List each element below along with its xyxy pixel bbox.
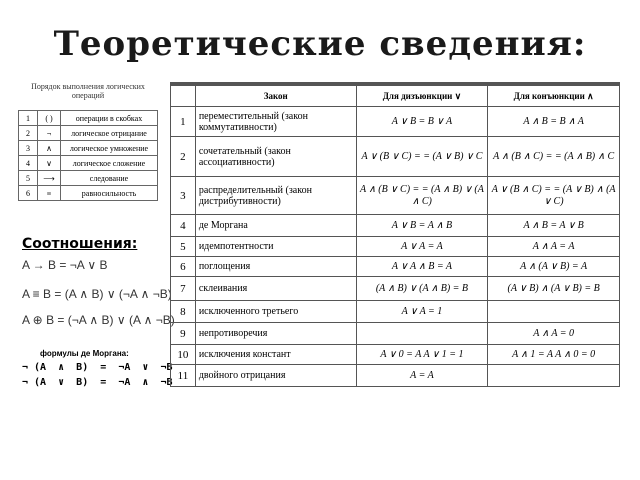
page-title: Теоретические сведения: [53, 24, 587, 64]
law-disjunction [356, 323, 488, 345]
law-disjunction: A = A [356, 365, 488, 387]
law-name: переместительный (закон коммутативности) [195, 107, 356, 137]
order-desc: равносильность [61, 186, 158, 201]
order-desc: следование [61, 171, 158, 186]
law-disjunction: A ∨ A = A [356, 237, 488, 257]
law-disjunction: A ∨ A = 1 [356, 301, 488, 323]
law-row [171, 257, 620, 277]
law-name: склеивания [195, 277, 356, 301]
law-row [171, 215, 620, 237]
law-conjunction: A ∧ 1 = A A ∧ 0 = 0 [488, 345, 620, 365]
law-row [171, 323, 620, 345]
law-conjunction: A ∧ B = A ∨ B [488, 215, 620, 237]
relations-heading: Соотношения: [22, 236, 138, 252]
order-num: 3 [19, 141, 38, 156]
law-number: 8 [171, 301, 196, 323]
order-row [19, 141, 158, 156]
order-num: 4 [19, 156, 38, 171]
order-desc: логическое сложение [61, 156, 158, 171]
law-name: де Моргана [195, 215, 356, 237]
relation-xor: A ⊕ B = (¬A ∧ B) ∨ (A ∧ ¬B) [22, 313, 175, 327]
law-conjunction [488, 365, 620, 387]
law-disjunction: A ∨ (B ∨ C) = = (A ∨ B) ∨ C [356, 137, 488, 177]
demorgan-formula-1: ¬ (A ∧ B) = ¬A ∨ ¬B [22, 362, 173, 373]
law-number: 3 [171, 177, 196, 215]
law-disjunction: A ∨ 0 = A A ∨ 1 = 1 [356, 345, 488, 365]
law-name: исключения констант [195, 345, 356, 365]
laws-header-disj: Для дизъюнкции ∨ [356, 86, 488, 107]
order-row [19, 156, 158, 171]
law-disjunction: A ∧ (B ∨ C) = = (A ∧ B) ∨ (A ∧ C) [356, 177, 488, 215]
laws-header-conj: Для конъюнкции ∧ [488, 86, 620, 107]
law-disjunction: A ∨ B = B ∨ A [356, 107, 488, 137]
law-name: идемпотентности [195, 237, 356, 257]
relation-equivalence: A ≡ B = (A ∧ B) ∨ (¬A ∧ ¬B) [22, 287, 172, 301]
law-conjunction: A ∧ (B ∧ C) = = (A ∧ B) ∧ C [488, 137, 620, 177]
order-row [19, 111, 158, 126]
law-row [171, 237, 620, 257]
law-name: распределительный (закон дистрибутивности) [195, 177, 356, 215]
order-num: 2 [19, 126, 38, 141]
demorgan-caption: формулы де Моргана: [40, 349, 129, 358]
law-conjunction: A ∧ A = 0 [488, 323, 620, 345]
law-number: 4 [171, 215, 196, 237]
law-row [171, 177, 620, 215]
law-name: исключенного третьего [195, 301, 356, 323]
law-row [171, 345, 620, 365]
law-conjunction: A ∧ (A ∨ B) = A [488, 257, 620, 277]
law-row [171, 277, 620, 301]
law-number: 11 [171, 365, 196, 387]
law-disjunction: A ∨ A ∧ B = A [356, 257, 488, 277]
law-row [171, 365, 620, 387]
order-symbol: ∨ [38, 156, 61, 171]
order-symbol: ⟶ [38, 171, 61, 186]
demorgan-formula-2: ¬ (A ∨ B) = ¬A ∧ ¬B [22, 377, 173, 388]
law-name: двойного отрицания [195, 365, 356, 387]
law-conjunction [488, 301, 620, 323]
law-number: 9 [171, 323, 196, 345]
order-desc: логическое умножение [61, 141, 158, 156]
order-symbol: ( ) [38, 111, 61, 126]
operations-order-table [18, 110, 158, 201]
law-name: поглощения [195, 257, 356, 277]
law-row [171, 137, 620, 177]
law-conjunction: (A ∨ B) ∧ (A ∨ B) = B [488, 277, 620, 301]
law-conjunction: A ∧ A = A [488, 237, 620, 257]
law-number: 10 [171, 345, 196, 365]
order-num: 1 [19, 111, 38, 126]
order-symbol: ≡ [38, 186, 61, 201]
law-number: 5 [171, 237, 196, 257]
law-conjunction: A ∨ (B ∧ C) = = (A ∨ B) ∧ (A ∨ C) [488, 177, 620, 215]
law-disjunction: A ∨ B = A ∧ B [356, 215, 488, 237]
order-row [19, 171, 158, 186]
logic-laws-table [170, 85, 620, 387]
law-number: 1 [171, 107, 196, 137]
order-symbol: ∧ [38, 141, 61, 156]
order-desc: логическое отрицание [61, 126, 158, 141]
law-row [171, 107, 620, 137]
order-row [19, 186, 158, 201]
law-name: непротиворечия [195, 323, 356, 345]
relation-implication: A → B = ¬A ∨ B [22, 258, 108, 272]
law-number: 6 [171, 257, 196, 277]
law-number: 2 [171, 137, 196, 177]
law-row [171, 301, 620, 323]
order-caption: Порядок выполнения логических операций [31, 82, 145, 100]
order-num: 6 [19, 186, 38, 201]
law-number: 7 [171, 277, 196, 301]
laws-header-law: Закон [195, 86, 356, 107]
law-disjunction: (A ∧ B) ∨ (A ∧ B) = B [356, 277, 488, 301]
order-num: 5 [19, 171, 38, 186]
laws-header-num [171, 86, 196, 107]
order-row [19, 126, 158, 141]
order-desc: операции в скобках [61, 111, 158, 126]
order-symbol: ¬ [38, 126, 61, 141]
law-name: сочетательный (закон ассоциативности) [195, 137, 356, 177]
law-conjunction: A ∧ B = B ∧ A [488, 107, 620, 137]
